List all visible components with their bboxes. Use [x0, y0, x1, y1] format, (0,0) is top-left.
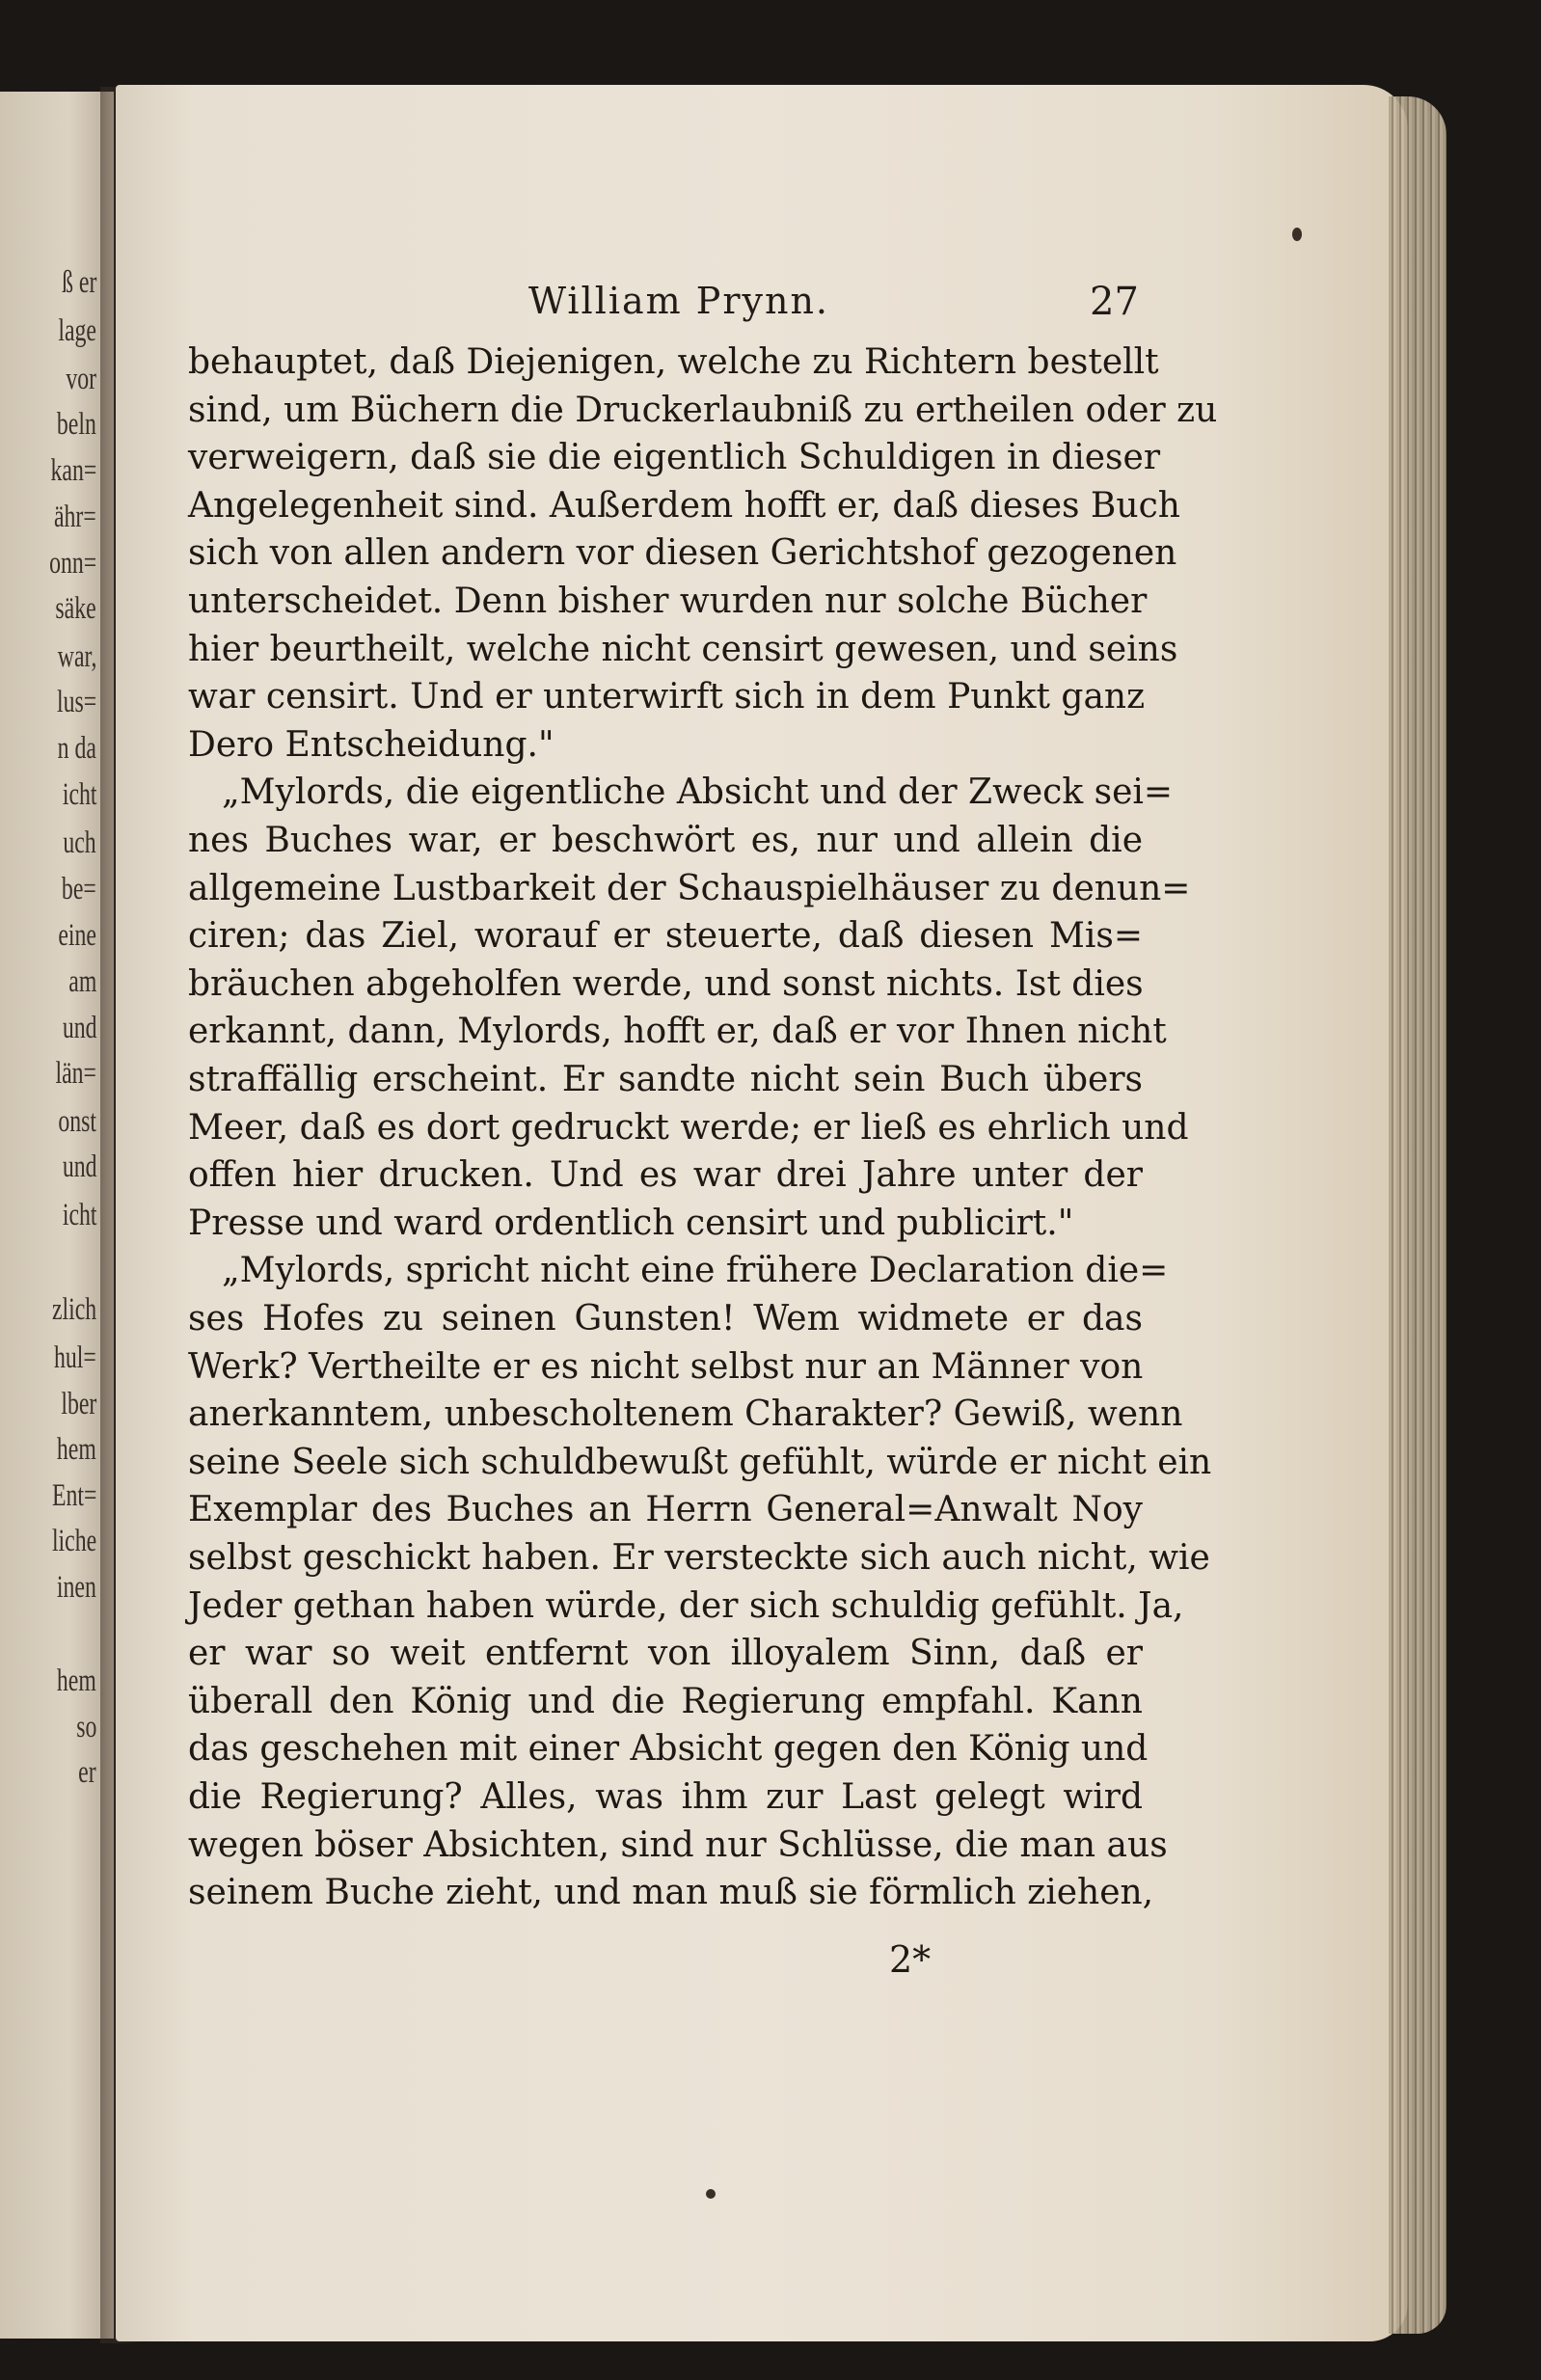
text-line: anerkanntem, unbescholtenem Charakter? Gewiß, wenn — [188, 1394, 1183, 1435]
text-line: Jeder gethan haben würde, der sich schuldig gefühlt. Ja, — [188, 1585, 1184, 1626]
left-page-fragment: ähr= — [54, 500, 96, 534]
left-page-fragment: so — [75, 1710, 96, 1744]
text-line: offen hier drucken. Und es war drei Jahre unter der — [188, 1155, 1143, 1196]
text-line: Exemplar des Buches an Herrn General=Anwalt Noy — [188, 1490, 1143, 1530]
text-line: das geschehen mit einer Absicht gegen den König und — [188, 1729, 1149, 1770]
left-page-fragment: uch — [63, 825, 96, 860]
text-line: Dero Entscheidung." — [188, 724, 554, 765]
text-line: ciren; das Ziel, worauf er steuerte, daß diesen Mis= — [188, 916, 1143, 957]
page-number: 27 — [1090, 280, 1139, 324]
text-line: „Mylords, die eigentliche Absicht und der Zweck sei= — [222, 772, 1174, 813]
left-page-fragment: hul= — [54, 1340, 96, 1375]
left-page-fragment: war, — [57, 639, 96, 674]
left-page-fragment: liche — [51, 1524, 96, 1558]
left-page-fragment: und — [62, 1011, 96, 1045]
page-edges — [1389, 96, 1446, 2334]
text-line: er war so weit entfernt von illoyalem Sinn, daß er — [188, 1634, 1143, 1674]
text-line: sind, um Büchern die Druckerlaubniß zu ertheilen oder zu — [188, 390, 1218, 430]
text-line: seine Seele sich schuldbewußt gefühlt, würde er nicht ein — [188, 1442, 1212, 1482]
text-line: sich von allen andern vor diesen Gerichtshof gezogenen — [188, 533, 1177, 574]
left-page-fragment: hem — [57, 1663, 96, 1698]
text-line: „Mylords, spricht nicht eine frühere Declaration die= — [222, 1251, 1169, 1291]
ink-spot — [706, 2189, 716, 2199]
text-line: erkannt, dann, Mylords, hofft er, daß er vor Ihnen nicht — [188, 1012, 1167, 1052]
text-line: überall den König und die Regierung empfahl. Kann — [188, 1681, 1143, 1721]
left-page-fragment: kan= — [50, 453, 96, 488]
left-page-fragment: vor — [66, 362, 96, 396]
text-line: wegen böser Absichten, sind nur Schlüsse, die man aus — [188, 1825, 1168, 1865]
text-line: Meer, daß es dort gedruckt werde; er ließ es ehrlich und — [188, 1107, 1189, 1148]
text-line: hier beurtheilt, welche nicht censirt gewesen, und seins — [188, 629, 1178, 669]
text-line: behauptet, daß Diejenigen, welche zu Richtern bestellt — [188, 342, 1159, 382]
left-page-fragment: lage — [58, 313, 96, 348]
left-page-fragment: inen — [57, 1570, 96, 1605]
text-line: unterscheidet. Denn bisher wurden nur solche Bücher — [188, 581, 1148, 621]
ink-spot — [1292, 228, 1302, 241]
left-page-fragment: lber — [61, 1387, 96, 1421]
left-facing-page — [0, 92, 114, 2339]
left-page-fragment: zlich — [51, 1292, 96, 1327]
left-page-fragment: län= — [55, 1056, 96, 1091]
left-page-fragment: be= — [62, 872, 96, 906]
left-page-fragment: säke — [55, 591, 96, 626]
text-line: bräuchen abgeholfen werde, und sonst nichts. Ist dies — [188, 963, 1144, 1004]
text-line: Presse und ward ordentlich censirt und publicirt." — [188, 1203, 1074, 1243]
text-line: Werk? Vertheilte er es nicht selbst nur an Männer von — [188, 1346, 1144, 1387]
left-page-fragment: er — [78, 1755, 96, 1790]
left-page-fragment: ß er — [61, 265, 96, 300]
left-page-fragment: hem — [57, 1432, 96, 1467]
text-line: war censirt. Und er unterwirft sich in dem Punkt ganz — [188, 677, 1146, 717]
text-line: Angelegenheit sind. Außerdem hofft er, daß dieses Buch — [188, 485, 1180, 526]
left-page-fragment: icht — [62, 1198, 96, 1232]
text-line: verweigern, daß sie die eigentlich Schuldigen in dieser — [188, 438, 1161, 478]
text-line: ses Hofes zu seinen Gunsten! Wem widmete er das — [188, 1299, 1143, 1339]
text-line: allgemeine Lustbarkeit der Schauspielhäuser zu denun= — [188, 868, 1191, 908]
text-line: seinem Buche zieht, und man muß sie förmlich ziehen, — [188, 1873, 1154, 1913]
left-page-fragment: Ent= — [51, 1478, 96, 1513]
left-page-fragment: am — [68, 964, 96, 999]
text-line: nes Buches war, er beschwört es, nur und allein die — [188, 821, 1143, 860]
left-page-fragment: onn= — [48, 546, 96, 581]
left-page-fragment: eine — [58, 918, 96, 953]
text-line: die Regierung? Alles, was ihm zur Last gelegt wird — [188, 1777, 1143, 1817]
signature-mark: 2* — [889, 1938, 932, 1981]
left-page-fragment: und — [62, 1149, 96, 1184]
left-page-fragment: lus= — [56, 685, 96, 719]
text-line: selbst geschickt haben. Er versteckte sich auch nicht, wie — [188, 1538, 1210, 1578]
text-line: straffällig erscheint. Er sandte nicht sein Buch übers — [188, 1060, 1143, 1099]
left-page-fragment: n da — [57, 731, 96, 766]
left-page-fragment: icht — [62, 777, 96, 812]
left-page-fragment: onst — [58, 1104, 96, 1139]
running-head: William Prynn. — [528, 280, 829, 322]
left-page-fragment: beln — [57, 407, 96, 442]
